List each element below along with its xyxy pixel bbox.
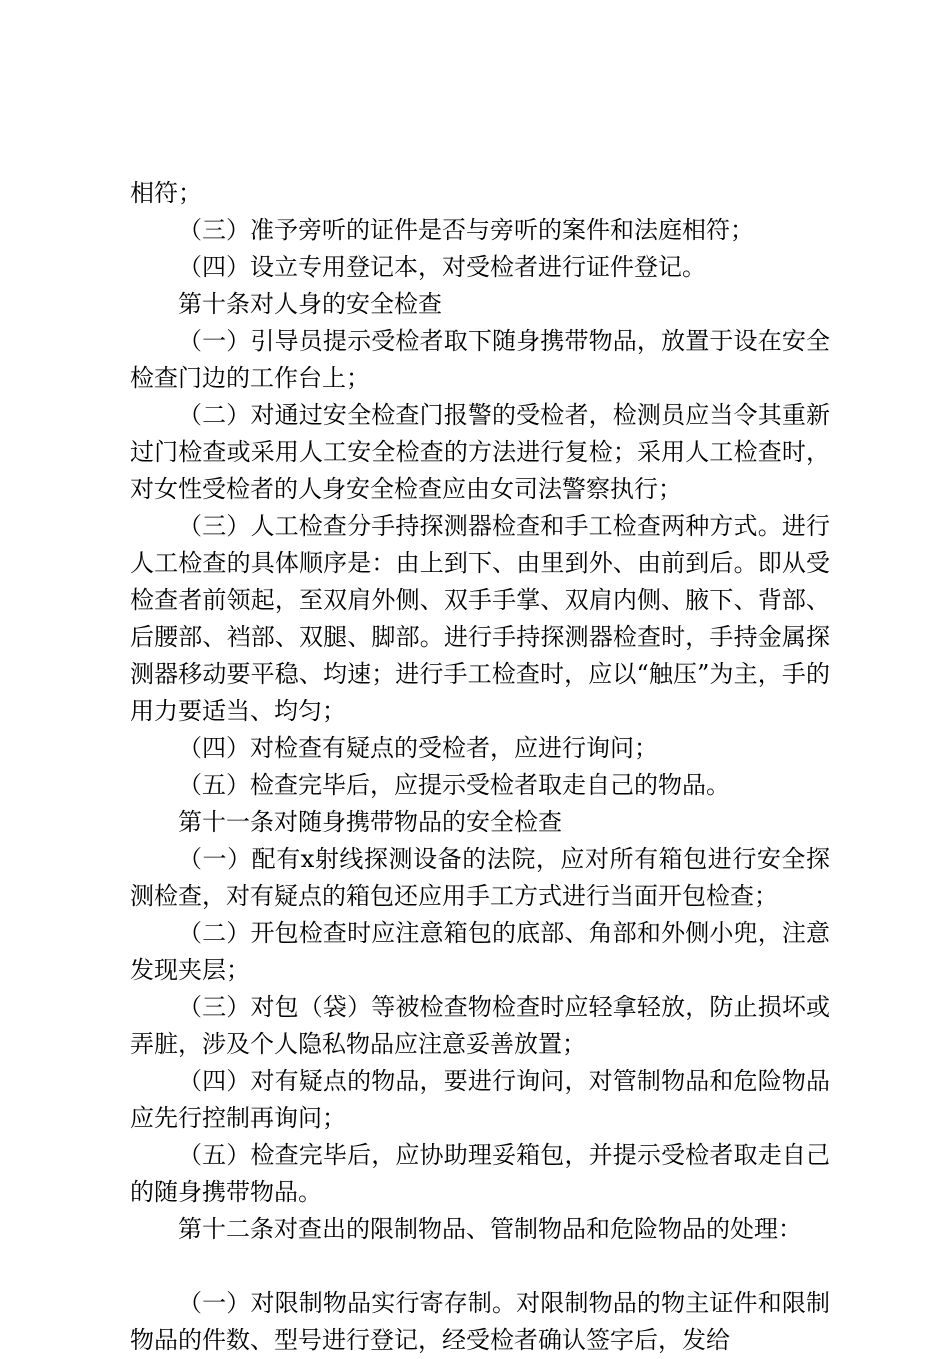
article-heading: 第十二条对查出的限制物品、管制物品和危险物品的处理： <box>178 1215 802 1243</box>
list-item: （三）人工检查分手持探测器检查和手工检查两种方式。进行人工检查的具体顺序是：由上到下、由里到外、由前到后。即从受检查者前领起，至双肩外侧、双手手掌、双肩内侧、腋下、背部、后腰部、裆部、双腿、脚部。进行手持探测器检查时，手持金属探测器移动要平稳、均速；进行手工检查时，应以“触压”为主，手的用力要适当、均匀； <box>130 512 830 725</box>
list-item: （五）检查完毕后，应提示受检者取走自己的物品。 <box>178 771 730 799</box>
list-item: （四）设立专用登记本，对受检者进行证件登记。 <box>178 253 706 281</box>
list-item: （一）引导员提示受检者取下随身携带物品，放置于设在安全检查门边的工作台上； <box>130 327 830 392</box>
paragraph-continuation: 相符； <box>130 179 202 207</box>
list-item: （三）准予旁听的证件是否与旁听的案件和法庭相符； <box>178 216 754 244</box>
article-heading: 第十一条对随身携带物品的安全检查 <box>178 808 562 836</box>
list-item: （四）对检查有疑点的受检者，应进行询问； <box>178 734 658 762</box>
list-item: （二）开包检查时应注意箱包的底部、角部和外侧小兜，注意发现夹层； <box>130 919 830 984</box>
document-body <box>130 175 830 1359</box>
list-item: （四）对有疑点的物品，要进行询问，对管制物品和危险物品应先行控制再询问； <box>130 1067 830 1132</box>
list-item: （五）检查完毕后，应协助理妥箱包，并提示受检者取走自己的随身携带物品。 <box>130 1141 830 1206</box>
list-item: （一）配有x射线探测设备的法院，应对所有箱包进行安全探测检查，对有疑点的箱包还应用手工方式进行当面开包检查； <box>130 845 830 910</box>
list-item: （一）对限制物品实行寄存制。对限制物品的物主证件和限制物品的件数、型号进行登记，经受检者确认签字后，发给 <box>130 1289 830 1354</box>
list-item: （二）对通过安全检查门报警的受检者，检测员应当令其重新过门检查或采用人工安全检查的方法进行复检；采用人工检查时，对女性受检者的人身安全检查应由女司法警察执行； <box>130 401 830 503</box>
list-item: （三）对包（袋）等被检查物检查时应轻拿轻放，防止损坏或弄脏，涉及个人隐私物品应注意妥善放置； <box>130 993 830 1058</box>
article-heading: 第十条对人身的安全检查 <box>178 290 442 318</box>
